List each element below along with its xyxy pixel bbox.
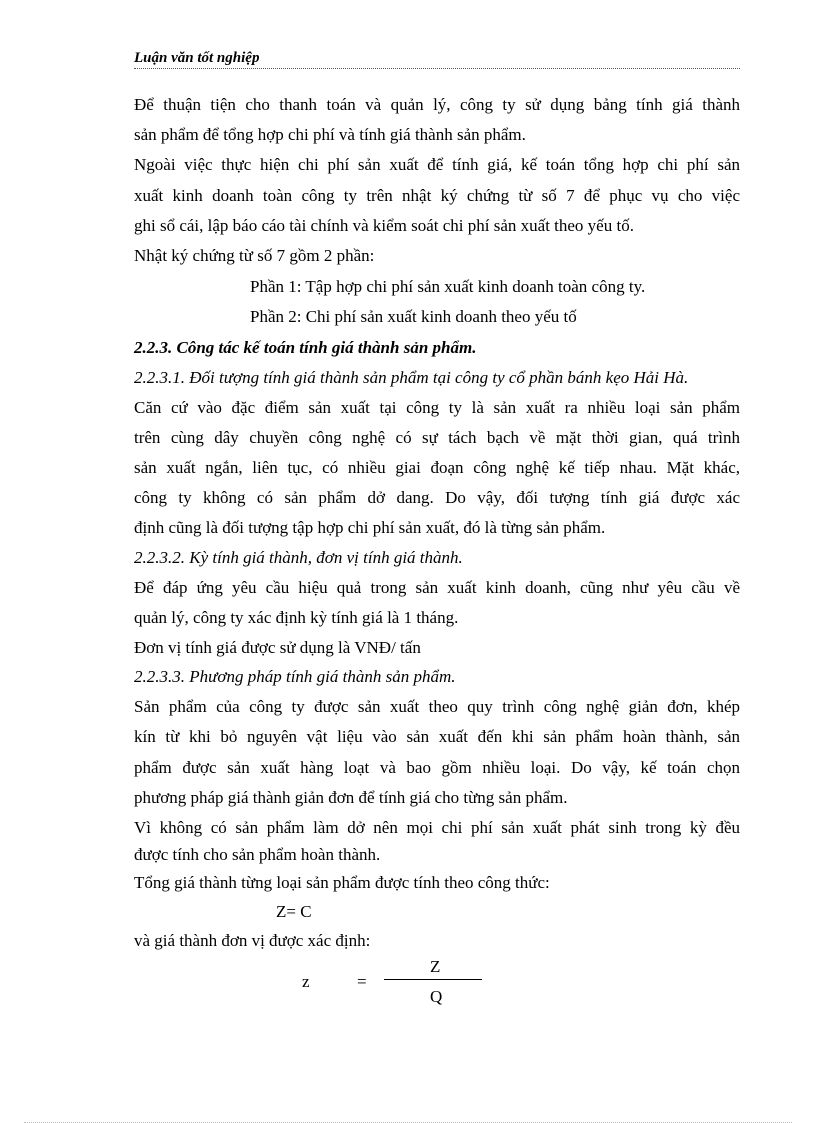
paragraph-line: phẩm được sản xuất hàng loạt và bao gồm nhiều loại. Do vậy, kế toán chọn bbox=[134, 758, 740, 777]
subsection-heading: 2.2.3.2. Kỳ tính giá thành, đơn vị tính giá thành. bbox=[134, 548, 463, 567]
paragraph-line: Tổng giá thành từng loại sản phẩm được tính theo công thức: bbox=[134, 873, 550, 892]
paragraph-line: ghi sổ cái, lập báo cáo tài chính và kiểm soát chi phí sản xuất theo yếu tố. bbox=[134, 216, 634, 235]
subsection-heading: 2.2.3.1. Đối tượng tính giá thành sản phẩm tại công ty cổ phần bánh kẹo Hải Hà. bbox=[134, 368, 689, 387]
page-header-title: Luận văn tốt nghiệp bbox=[134, 50, 260, 66]
paragraph-line: Vì không có sản phẩm làm dở nên mọi chi phí sản xuất phát sinh trong kỳ đều bbox=[134, 818, 740, 837]
formula-equals: = bbox=[357, 972, 367, 991]
paragraph-line: sản phẩm để tổng hợp chi phí và tính giá thành sản phẩm. bbox=[134, 125, 526, 144]
paragraph-line: được tính cho sản phẩm hoàn thành. bbox=[134, 845, 381, 864]
paragraph-line: Đơn vị tính giá được sử dụng là VNĐ/ tấn bbox=[134, 638, 421, 657]
list-item: Phần 2: Chi phí sản xuất kinh doanh theo yếu tố bbox=[250, 307, 577, 326]
paragraph-line: Để thuận tiện cho thanh toán và quản lý, công ty sử dụng bảng tính giá thành bbox=[134, 95, 740, 114]
total-cost-formula: Z= C bbox=[276, 902, 312, 921]
formula-numerator: Z bbox=[430, 957, 441, 976]
formula-denominator: Q bbox=[430, 987, 443, 1006]
formula-lhs: z bbox=[302, 972, 310, 991]
paragraph-line: Ngoài việc thực hiện chi phí sản xuất để tính giá, kế toán tổng hợp chi phí sản bbox=[134, 155, 740, 174]
paragraph-line: kín từ khi bỏ nguyên vật liệu vào sản xuất đến khi sản phẩm hoàn thành, sản bbox=[134, 727, 740, 746]
subsection-heading: 2.2.3.3. Phương pháp tính giá thành sản phẩm. bbox=[134, 667, 456, 686]
paragraph-line: phương pháp giá thành giản đơn để tính giá cho từng sản phẩm. bbox=[134, 788, 568, 807]
section-heading: 2.2.3. Công tác kế toán tính giá thành sản phẩm. bbox=[134, 338, 477, 357]
paragraph-line: trên cùng dây chuyền công nghệ có sự tách bạch về mặt thời gian, quá trình bbox=[134, 428, 740, 447]
paragraph-line: Để đáp ứng yêu cầu hiệu quả trong sản xuất kinh doanh, cũng như yêu cầu về bbox=[134, 578, 740, 597]
paragraph-line: định cũng là đối tượng tập hợp chi phí sản xuất, đó là từng sản phẩm. bbox=[134, 518, 606, 537]
list-item: Phần 1: Tập hợp chi phí sản xuất kinh doanh toàn công ty. bbox=[250, 277, 646, 296]
paragraph-line: Nhật ký chứng từ số 7 gồm 2 phần: bbox=[134, 246, 375, 265]
paragraph-line: và giá thành đơn vị được xác định: bbox=[134, 931, 371, 950]
paragraph-line: sản xuất ngắn, liên tục, có nhiều giai đoạn công nghệ kế tiếp nhau. Mặt khác, bbox=[134, 458, 740, 477]
paragraph-line: công ty không có sản phẩm dở dang. Do vậy, đối tượng tính giá được xác bbox=[134, 488, 740, 507]
paragraph-line: Sản phẩm của công ty được sản xuất theo quy trình công nghệ giản đơn, khép bbox=[134, 697, 740, 716]
fraction-bar bbox=[384, 979, 482, 980]
paragraph-line: xuất kinh doanh toàn công ty trên nhật ký chứng từ số 7 để phục vụ cho việc bbox=[134, 186, 740, 205]
paragraph-line: Căn cứ vào đặc điểm sản xuất tại công ty là sản xuất ra nhiều loại sản phẩm bbox=[134, 398, 740, 417]
header-divider bbox=[134, 68, 740, 69]
paragraph-line: quản lý, công ty xác định kỳ tính giá là 1 tháng. bbox=[134, 608, 459, 627]
